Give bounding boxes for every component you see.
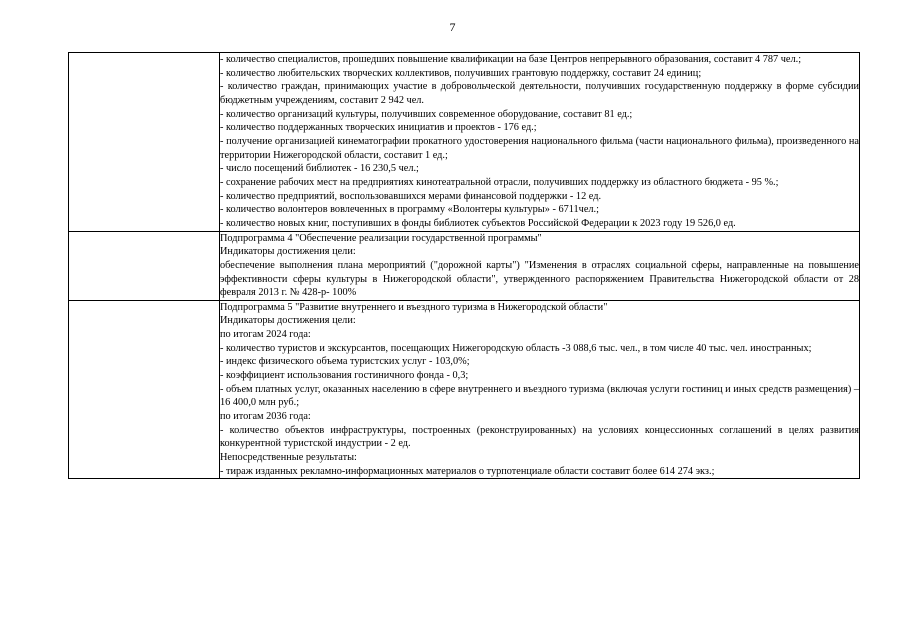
list-item: - коэффициент использования гостиничного фонда - 0,3; bbox=[220, 370, 469, 382]
list-item: - количество новых книг, поступивших в фонды библиотек субъектов Российской Федерации к 2023 году 19 526,0 ед. bbox=[220, 217, 736, 229]
empty-left-cell bbox=[69, 300, 220, 479]
list-item: - число посещений библиотек - 16 230,5 чел.; bbox=[220, 163, 419, 175]
content-cell-section-1 bbox=[220, 53, 860, 232]
list-item: - количество волонтеров вовлеченных в программу «Волонтеры культуры» - 6711чел.; bbox=[220, 204, 599, 216]
list-item: - количество объектов инфраструктуры, построенных (реконструированных) на условиях концессионных соглашений в целях развития конкурентной туристской индустрии - 2 ед. bbox=[220, 424, 859, 450]
list-item: - количество любительских творческих коллективов, получивших грантовую поддержку, составит 24 единиц; bbox=[220, 67, 702, 79]
list-item: обеспечение выполнения плана мероприятий ("дорожной карты") "Изменения в отраслях социальной сферы, направленные на повышение эффективности сферы культуры в Нижегородской области", утвержденного распоряжением Правительства Нижегородской области от 28 февраля 2013 г. № 428-р- 100% bbox=[220, 259, 859, 299]
page-number: 7 bbox=[449, 20, 456, 34]
content-cell-subprogram-4 bbox=[220, 231, 860, 300]
list-item: - сохранение рабочих мест на предприятиях кинотеатральной отрасли, получивших поддержку из областного бюджета - 95 %.; bbox=[220, 176, 779, 188]
indicators-heading: Индикаторы достижения цели: bbox=[220, 315, 356, 327]
list-item: - количество специалистов, прошедших повышение квалификации на базе Центров непрерывного образования, составит 4 787 чел.; bbox=[220, 54, 802, 65]
empty-left-cell bbox=[69, 53, 220, 232]
subprogram-5-title: Подпрограмма 5 "Развитие внутреннего и въездного туризма в Нижегородской области" bbox=[220, 301, 608, 313]
document-table bbox=[68, 52, 860, 479]
table-row-section-1 bbox=[69, 53, 860, 232]
list-item: - тираж изданных рекламно-информационных материалов о турпотенциале области составит более 614 274 экз.; bbox=[220, 465, 715, 477]
list-item: - количество предприятий, воспользовавшихся мерами финансовой поддержки - 12 ед. bbox=[220, 190, 602, 202]
content-cell-subprogram-5 bbox=[220, 300, 860, 479]
period-heading-2036: по итогам 2036 года: bbox=[220, 411, 311, 423]
empty-left-cell bbox=[69, 231, 220, 300]
period-heading-2024: по итогам 2024 года: bbox=[220, 329, 311, 341]
list-item: - количество поддержанных творческих инициатив и проектов - 176 ед.; bbox=[220, 122, 537, 134]
list-item: - получение организацией кинематографии прокатного удостоверения национального фильма (части национального фильма), произведенного на территории Нижегородской области, составит 1 ед.; bbox=[220, 135, 859, 161]
list-item: - количество туристов и экскурсантов, посещающих Нижегородскую область -3 088,6 тыс. чел., в том числе 40 тыс. чел. иностранных; bbox=[220, 342, 812, 354]
table-row-subprogram-5 bbox=[69, 300, 860, 479]
list-item: - количество организаций культуры, получивших современное оборудование, составит 81 ед.; bbox=[220, 108, 633, 120]
direct-results-heading: Непосредственные результаты: bbox=[220, 452, 357, 464]
subprogram-4-title: Подпрограмма 4 "Обеспечение реализации государственной программы" bbox=[220, 232, 542, 244]
list-item: - количество граждан, принимающих участие в добровольческой деятельности, получивших государственную поддержку в форме субсидии бюджетным учреждениям, составит 2 942 чел. bbox=[220, 81, 859, 106]
table-row-subprogram-4 bbox=[69, 231, 860, 300]
list-item: - объем платных услуг, оказанных населению в сфере внутреннего и въездного туризма (включая услуги гостиниц и иных средств размещения) –16 400,0 млн руб.; bbox=[220, 383, 859, 409]
list-item: - индекс физического объема туристских услуг - 103,0%; bbox=[220, 356, 470, 368]
indicators-heading: Индикаторы достижения цели: bbox=[220, 246, 356, 258]
